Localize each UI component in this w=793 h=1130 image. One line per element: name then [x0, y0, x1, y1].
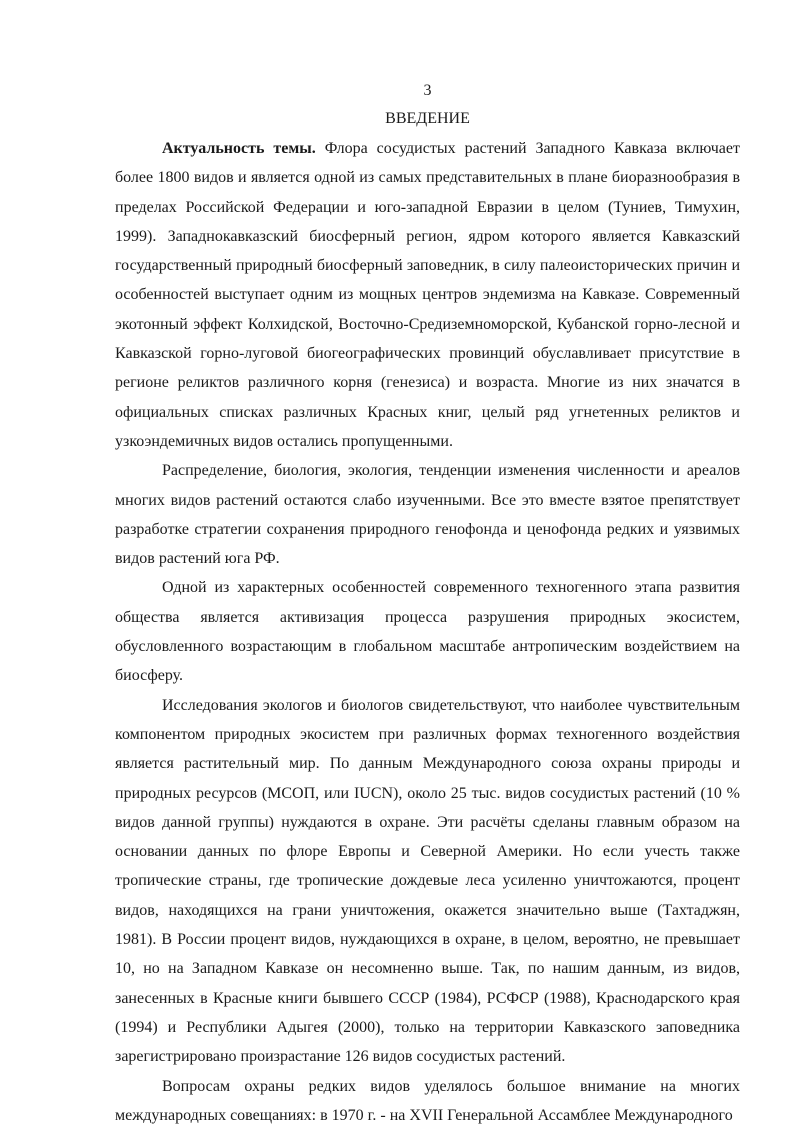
paragraph-lead: Актуальность темы.	[162, 140, 316, 157]
paragraph: Распределение, биология, экология, тенденции изменения численности и ареалов многих видов растений остаются слабо изученными. Все это вместе взятое препятствует разработке стратегии сохранения природного генофонда и ценофонда редких и уязвимых видов растений юга РФ.	[115, 456, 740, 573]
page-number: 3	[115, 82, 740, 100]
paragraph: Одной из характерных особенностей современного техногенного этапа развития общества является активизация процесса разрушения природных экосистем, обусловленного возрастающим в глобальном масштабе антропическим воздействием на биосферу.	[115, 573, 740, 690]
document-page	[115, 82, 740, 1130]
paragraph-text: Флора сосудистых растений Западного Кавказа включает более 1800 видов и является одной из самых представительных в плане биоразнообразия в пределах Российской Федерации и юго-западной Евразии в целом (Туниев, Тимухин, 1999). Западнокавказский биосферный регион, ядром которого является Кавказский государственный природный биосферный заповедник, в силу палеоисторических причин и особенностей выступает одним из мощных центров эндемизма на Кавказе. Современный экотонный эффект Колхидской, Восточно-Средиземноморской, Кубанской горно-лесной и Кавказской горно-луговой биогеографических провинций обуславливает присутствие в регионе реликтов различного корня (генезиса) и возраста. Многие из них значатся в официальных списках различных Красных книг, целый ряд угнетенных реликтов и узкоэндемичных видов остались пропущенными.	[115, 140, 740, 450]
page-title: ВВЕДЕНИЕ	[115, 110, 740, 128]
paragraph: Вопросам охраны редких видов уделялось большое внимание на многих международных совещаниях: в 1970 г. - на XVII Генеральной Ассамблее Международного	[115, 1072, 740, 1130]
paragraph-relevance	[115, 134, 740, 456]
paragraph: Исследования экологов и биологов свидетельствуют, что наиболее чувствительным компонентом природных экосистем при различных формах техногенного воздействия является растительный мир. По данным Международного союза охраны природы и природных ресурсов (МСОП, или IUCN), около 25 тыс. видов сосудистых растений (10 % видов данной группы) нуждаются в охране. Эти расчёты сделаны главным образом на основании данных по флоре Европы и Северной Америки. Но если учесть также тропические страны, где тропические дождевые леса усиленно уничтожаются, процент видов, находящихся на грани уничтожения, окажется значительно выше (Тахтаджян, 1981). В России процент видов, нуждающихся в охране, в целом, вероятно, не превышает 10, но на Западном Кавказе он несомненно выше. Так, по нашим данным, из видов, занесенных в Красные книги бывшего СССР (1984), РСФСР (1988), Краснодарского края (1994) и Республики Адыгея (2000), только на территории Кавказского заповедника зарегистрировано произрастание 126 видов сосудистых растений.	[115, 691, 740, 1072]
